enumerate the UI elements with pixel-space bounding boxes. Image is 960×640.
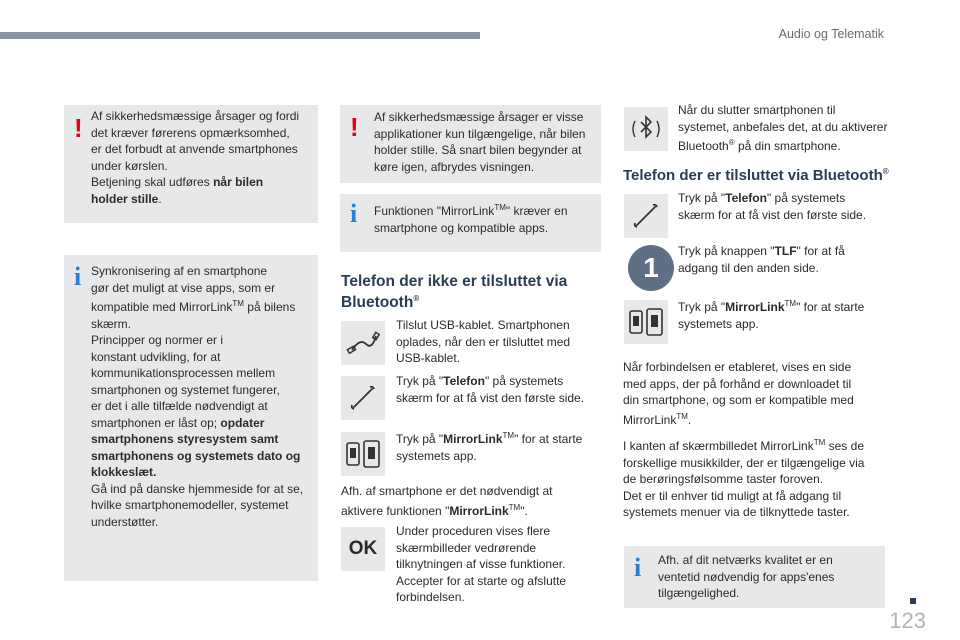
text-line: det kræver førerens opmærksomhed, [91, 125, 290, 140]
text-line: under kørslen. [91, 158, 168, 173]
top-rule [0, 32, 480, 39]
info-icon: i [634, 553, 642, 582]
page-number: 123 [889, 608, 926, 633]
text-line: skærm. [91, 316, 131, 331]
info-box-1 [64, 255, 318, 581]
text-line: applikationer kun tilgængelige, når bilen [374, 126, 586, 141]
heading-connected: Telefon der er tilsluttet via Bluetooth® [623, 167, 889, 184]
warning-box-2 [340, 105, 601, 183]
text-line: Af sikkerhedsmæssige årsager er visse [374, 110, 584, 124]
text-line: holder stille. [91, 191, 162, 206]
text-line: kommunikationsprocessen mellem [91, 366, 276, 380]
warning-box-1 [64, 105, 318, 223]
mirrorlink-icon [624, 300, 668, 344]
info-icon: i [350, 199, 358, 228]
page-marker [910, 598, 916, 604]
text-line: er det i alle tilfælde nødvendigt at [91, 399, 268, 413]
step-mirrorlink-bt: Tryk på "MirrorLink™" for at starte systemets app. [678, 299, 865, 331]
step-procedure: Under proceduren vises flere skærmbilleder vedrørende tilknytningen af visse funktioner. Accepter for at starte og afslutte forbindelsen. [396, 524, 567, 604]
connection-paragraph: Når forbindelsen er etableret, vises en side med apps, der på forhånd er downloadet til din smartphone, og som er kompatible med MirrorLink™. [623, 360, 854, 427]
phone-icon [624, 194, 668, 238]
text-line: Af sikkerhedsmæssige årsager og fordi [91, 109, 300, 123]
bluetooth-note: Når du slutter smartphonen til systemet, anbefales det, at du aktiverer Bluetooth® på din smartphone. [678, 103, 888, 153]
step-number-badge: 1 [628, 245, 674, 291]
usb-cable-icon [341, 321, 385, 365]
text-line: Principper og normer er i [91, 333, 224, 347]
section-title: Audio og Telematik [778, 27, 884, 41]
text-line: kompatible med MirrorLink™ på bilens [91, 299, 296, 314]
step-mirrorlink: Tryk på "MirrorLink™" for at starte systemets app. [396, 431, 583, 463]
bluetooth-icon [624, 107, 668, 151]
info-box-2 [340, 194, 601, 252]
edge-paragraph: I kanten af skærmbilledet MirrorLink™ ses de forskellige musikkilder, der er tilgængelige via de berøringsfølsomme taster foroven. Det er til enhver tid muligt at få adgang til systemets menuer via de tilknyttede taster. [623, 438, 865, 519]
step-telefon: Tryk på "Telefon" på systemets skærm for at få vist den første side. [396, 374, 585, 405]
text-line: smartphonen og systemet fungerer, [91, 382, 280, 397]
warning-icon: ! [74, 113, 83, 143]
text-line: Afh. af dit netværks kvalitet er en [658, 553, 833, 567]
heading-not-connected: Telefon der ikke er tilsluttet via Bluetooth® [341, 273, 568, 312]
step-tlf: Tryk på knappen "TLF" for at få adgang til den anden side. [678, 244, 845, 275]
text-line: understøtter. [91, 514, 159, 529]
warning-icon: ! [350, 112, 359, 142]
text-line: smartphonen er låst op; opdater [91, 415, 265, 430]
text-line: smartphonens og systemets dato og [91, 448, 301, 463]
text-line: klokkeslæt. [91, 465, 157, 479]
text-line: holder stille. Så snart bilen begynder at [374, 143, 582, 157]
text-line: smartphone og kompatible apps. [374, 220, 549, 235]
mirrorlink-icon [341, 432, 385, 476]
text-line: tilgængelighed. [658, 586, 740, 600]
ok-button-icon: OK [341, 527, 385, 571]
text-line: smartphonens styresystem samt [91, 432, 279, 446]
text-line: gør det muligt at vise apps, som er [91, 280, 276, 295]
text-line: konstant udvikling, for at [91, 349, 221, 364]
text-line: hvilke smartphonemodeller, systemet [91, 498, 289, 512]
text-line: er det forbudt at anvende smartphones [91, 142, 298, 156]
text-line: Betjening skal udføres når bilen [91, 175, 264, 189]
text-line: Gå ind på danske hjemmeside for at se, [91, 481, 304, 496]
step-usb: Tilslut USB-kablet. Smartphonen oplades, når den er tilsluttet med USB-kablet. [396, 318, 571, 365]
text-line: Funktionen "MirrorLink™" kræver en [374, 203, 568, 218]
text-line: Synkronisering af en smartphone [91, 264, 268, 278]
text-line: køre igen, afbrydes visningen. [374, 159, 535, 174]
step-telefon-bt: Tryk på "Telefon" på systemets skærm for at få vist den første side. [678, 191, 867, 222]
info-box-3 [624, 546, 885, 608]
activate-note: Afh. af smartphone er det nødvendigt at aktivere funktionen "MirrorLink™". [341, 484, 553, 518]
phone-icon [341, 376, 385, 420]
text-line: ventetid nødvendig for apps'enes [658, 569, 835, 584]
info-icon: i [74, 262, 82, 291]
